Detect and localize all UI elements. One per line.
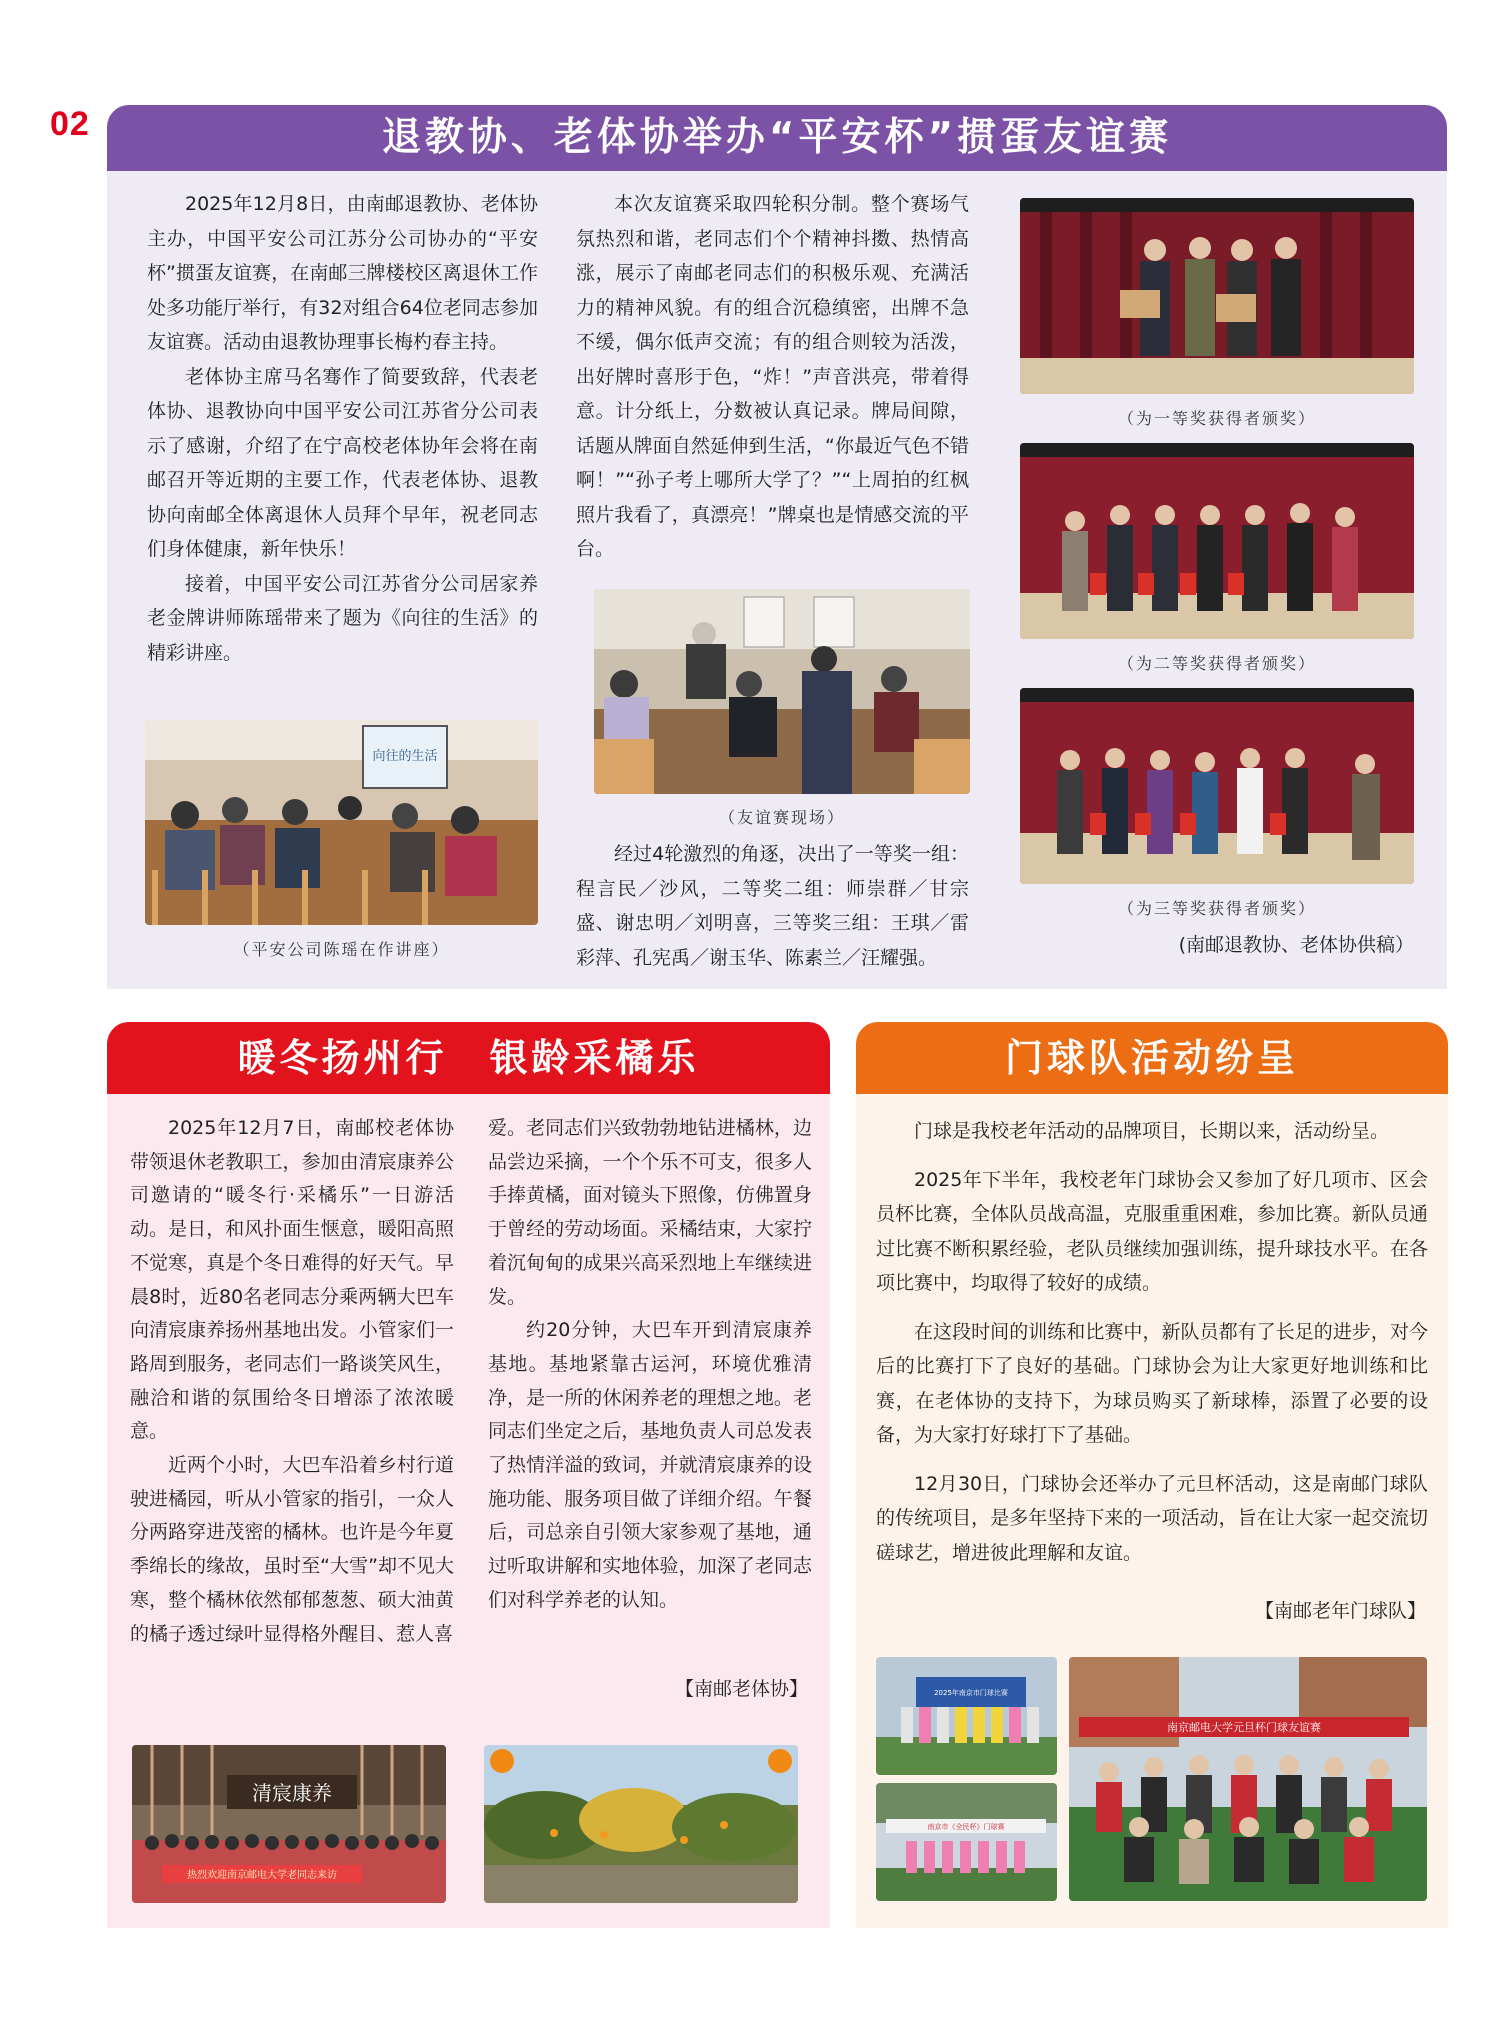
paragraph: 2025年下半年，我校老年门球协会又参加了好几项市、区会员杯比赛，全体队员战高温，克服重重困难，参加比赛。新队员通过比赛不断积累经验，老队员继续加强训练，提升球技水平。在各项比赛中，均取得了较好的成绩。 (876, 1168, 1428, 1294)
article-body (876, 1114, 1428, 1570)
gateball-team-photo-2 (876, 1783, 1057, 1901)
article-credit: 【南邮老年门球队】 (1254, 1600, 1426, 1622)
paragraph: 老体协主席马名骞作了简要致辞，代表老体协、退教协向中国平安公司江苏省分公司表示了感谢，介绍了在宁高校老体协年会将在南邮召开等近期的主要工作，代表老体协、退教协向南邮全体离退休人员拜个早年，祝老同志们身体健康，新年快乐！ (147, 365, 538, 560)
article-column-1 (147, 187, 538, 670)
photo-caption: （为一等奖获得者颁奖） (1117, 409, 1316, 428)
article-title: 门球队活动纷呈 (1004, 1036, 1299, 1080)
photo-caption: （为三等奖获得者颁奖） (1117, 899, 1316, 918)
banner-text: 2025年南京市门球比赛 (934, 1689, 1008, 1697)
photo-caption: （为二等奖获得者颁奖） (1117, 654, 1316, 673)
photo-caption: （友谊赛现场） (718, 808, 845, 827)
article-column-2 (488, 1112, 812, 1618)
first-prize-photo (1020, 198, 1414, 394)
third-prize-photo (1020, 688, 1414, 884)
paragraph: 在这段时间的训练和比赛中，新队员都有了长足的进步，对今后的比赛打下了良好的基础。门球协会为让大家更好地训练和比赛，在老体协的支持下，为球员购买了新球棒，添置了必要的设备，为大家打好球打下了基础。 (876, 1320, 1428, 1446)
venue-photo (594, 589, 970, 794)
article-ping-an-cup (107, 105, 1447, 989)
paragraph: 近两个小时，大巴车沿着乡村行道驶进橘园，听从小管家的指引，一众人分两路穿进茂密的橘林。也许是今年夏季绵长的缘故，虽时至“大雪”却不见大寒，整个橘林依然郁郁葱葱、硕大油黄的橘子透过绿叶显得格外醒目、惹人喜 (130, 1454, 454, 1645)
paragraph: 2025年12月7日，南邮校老体协带领退休老教职工，参加由清宸康养公司邀请的“暖冬行·采橘乐”一日游活动。是日，和风扑面生惬意，暖阳高照不觉寒，真是个冬日难得的好天气。早晨8时，近80名老同志分乘两辆大巴车向清宸康养扬州基地出发。小管家们一路周到服务，老同志们一路谈笑风生，融洽和谐的氛围给冬日增添了浓浓暖意。 (130, 1117, 454, 1443)
paragraph: 2025年12月8日，由南邮退教协、老体协主办，中国平安公司江苏分公司协办的“平安杯”掼蛋友谊赛，在南邮三牌楼校区离退休工作处多功能厅举行，有32对组合64位老同志参加友谊赛。活动由退教协理事长梅杓春主持。 (147, 193, 538, 353)
sign-text: 清宸康养 (252, 1781, 332, 1805)
article-credit: (南邮退教协、老体协供稿） (1178, 934, 1414, 956)
lecture-photo (145, 720, 538, 925)
article-title-band (107, 1022, 830, 1094)
paragraph: 爱。老同志们兴致勃勃地钻进橘林，边品尝边采摘，一个个乐不可支，很多人手捧黄橘，面对镜头下照像，仿佛置身于曾经的劳动场面。采橘结束，大家拧着沉甸甸的成果兴高采烈地上车继续进发。 (488, 1117, 812, 1308)
new-year-cup-photo (1069, 1657, 1427, 1901)
article-column-2-cont (576, 837, 969, 975)
banner-text: 热烈欢迎南京邮电大学老同志来访 (187, 1870, 337, 1881)
screen-text: 向往的生活 (372, 749, 438, 764)
paragraph: 12月30日，门球协会还举办了元旦杯活动，这是南邮门球队的传统项目，是多年坚持下来的一项活动，旨在让大家一起交流切磋球艺，增进彼此理解和友谊。 (876, 1472, 1428, 1564)
article-title-band (856, 1022, 1448, 1094)
paragraph: 经过4轮激烈的角逐，决出了一等奖一组：程言民／沙风，二等奖二组：师崇群／甘宗盛、谢忠明／刘明喜，三等奖三组：王琪／雷彩萍、孔宪禹／谢玉华、陈素兰／汪耀强。 (576, 843, 969, 969)
page-number: 02 (50, 105, 90, 143)
article-gateball (856, 1022, 1448, 1928)
article-credit: 【南邮老体协】 (674, 1678, 808, 1700)
second-prize-photo (1020, 443, 1414, 639)
article-yangzhou-trip (107, 1022, 830, 1928)
article-title-band (107, 105, 1447, 171)
orange-grove-photo (484, 1745, 798, 1903)
paragraph: 接着，中国平安公司江苏省分公司居家养老金牌讲师陈瑶带来了题为《向往的生活》的精彩讲座。 (147, 572, 538, 664)
article-column-1 (130, 1112, 454, 1651)
paragraph: 约20分钟，大巴车开到清宸康养基地。基地紧靠古运河，环境优雅清净，是一所的休闲养老的理想之地。老同志们坐定之后，基地负责人司总发表了热情洋溢的致词，并就清宸康养的设施功能、服务项目做了详细介绍。午餐后，司总亲自引领大家参观了基地，通过听取讲解和实地体验，加深了老同志们对科学养老的认知。 (488, 1319, 812, 1611)
photo-caption: （平安公司陈瑶在作讲座） (233, 940, 450, 959)
banner-text: 南京邮电大学元旦杯门球友谊赛 (1167, 1721, 1321, 1734)
group-photo-qingchen (132, 1745, 446, 1903)
gateball-team-photo-1 (876, 1657, 1057, 1775)
article-title: 退教协、老体协举办“平安杯”掼蛋友谊赛 (381, 115, 1173, 160)
article-column-2 (576, 187, 969, 567)
paragraph: 门球是我校老年活动的品牌项目，长期以来，活动纷呈。 (914, 1120, 1390, 1142)
article-title: 暖冬扬州行 银龄采橘乐 (237, 1036, 700, 1080)
paragraph: 本次友谊赛采取四轮积分制。整个赛场气氛热烈和谐，老同志们个个精神抖擞、热情高涨，展示了南邮老同志们的积极乐观、充满活力的精神风貌。有的组合沉稳缜密，出牌不急不缓，偶尔低声交流；有的组合则较为活泼，出好牌时喜形于色，“炸！”声音洪亮，带着得意。计分纸上，分数被认真记录。牌局间隙，话题从牌面自然延伸到生活，“你最近气色不错啊！”“孙子考上哪所大学了？”“上周拍的红枫照片我看了，真漂亮！”牌桌也是情感交流的平台。 (576, 193, 969, 560)
banner-text: 南京市《全民杯》门球赛 (927, 1823, 1005, 1831)
